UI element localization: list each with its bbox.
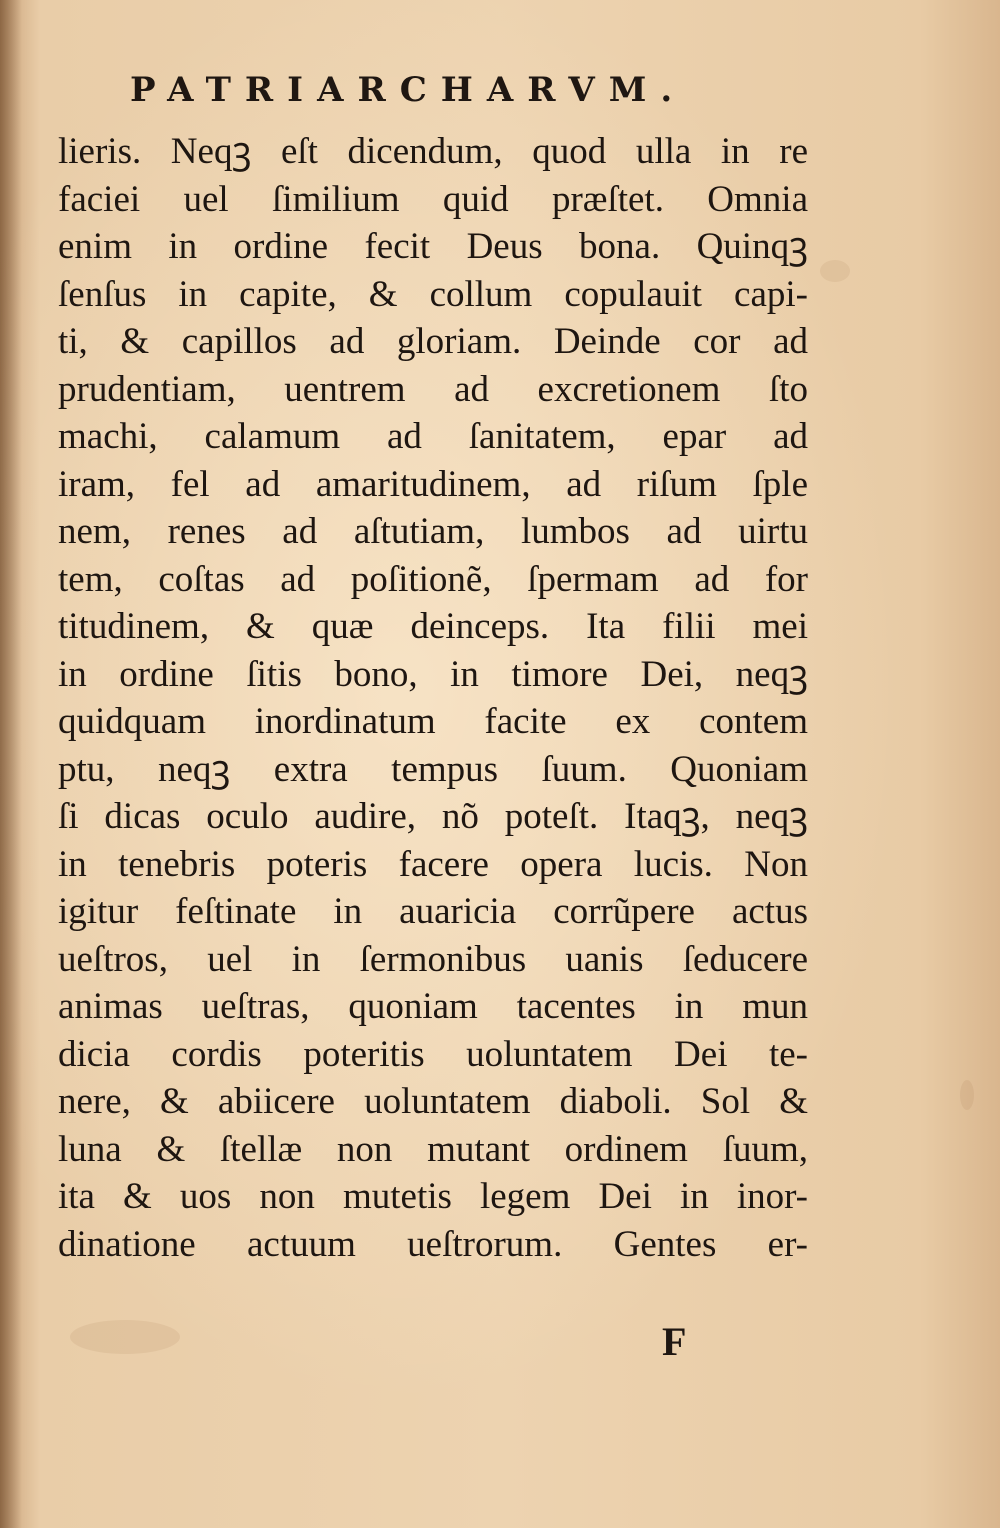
text-line: quidquam inordinatum facite ex contem: [58, 701, 808, 742]
signature-mark: F: [662, 1319, 687, 1364]
text-line: luna & ſtellæ non mutant ordinem ſuum,: [58, 1128, 808, 1170]
text-line: faciei uel ſimilium quid præſtet. Omnia: [58, 178, 808, 220]
text-line: ſenſus in capite, & collum copulauit capi-: [58, 273, 808, 315]
text-line: ptu, neqꝫ extra tempus ſuum. Quoniam: [58, 748, 808, 790]
stain: [820, 260, 850, 282]
text-line: enim in ordine fecit Deus bona. Quinqꝫ: [58, 226, 808, 267]
text-line: ſi dicas oculo audire, nõ poteſt. Itaqꝫ, neqꝫ: [58, 796, 808, 837]
text-line: prudentiam, uentrem ad excretionem ſto: [58, 368, 808, 410]
text-line: dicia cordis poteritis uoluntatem Dei te-: [58, 1033, 808, 1075]
text-line: in ordine ſitis bono, in timore Dei, neqꝫ: [58, 653, 808, 695]
running-head: PATRIARCHARVM.: [130, 70, 687, 110]
text-line: titudinem, & quæ deinceps. Ita filii mei: [58, 606, 808, 647]
text-line: in tenebris poteris facere opera lucis. Non: [58, 843, 808, 885]
text-line: nere, & abiicere uoluntatem diaboli. Sol &: [58, 1081, 808, 1122]
text-line: lieris. Neqꝫ eſt dicendum, quod ulla in re: [58, 131, 808, 172]
text-line: machi, calamum ad ſanitatem, epar ad: [58, 416, 808, 457]
text-line: igitur feſtinate in auaricia corrũpere actus: [58, 891, 808, 932]
stain: [70, 1320, 180, 1354]
body-text: [58, 128, 808, 1268]
text-line: animas ueſtras, quoniam tacentes in mun: [58, 986, 808, 1027]
text-line: ueſtros, uel in ſermonibus uanis ſeducere: [58, 938, 808, 980]
spine-shadow: [0, 0, 22, 1528]
text-line: ita & uos non mutetis legem Dei in inor-: [58, 1176, 808, 1217]
text-line: nem, renes ad aſtutiam, lumbos ad uirtu: [58, 511, 808, 552]
text-line: dinatione actuum ueſtrorum. Gentes er-: [58, 1223, 808, 1265]
text-line: ti, & capillos ad gloriam. Deinde cor ad: [58, 321, 808, 362]
text-line: tem, coſtas ad poſitionẽ, ſpermam ad for: [58, 558, 808, 600]
stain: [960, 1080, 974, 1110]
text-line: iram, fel ad amaritudinem, ad riſum ſple: [58, 463, 808, 505]
